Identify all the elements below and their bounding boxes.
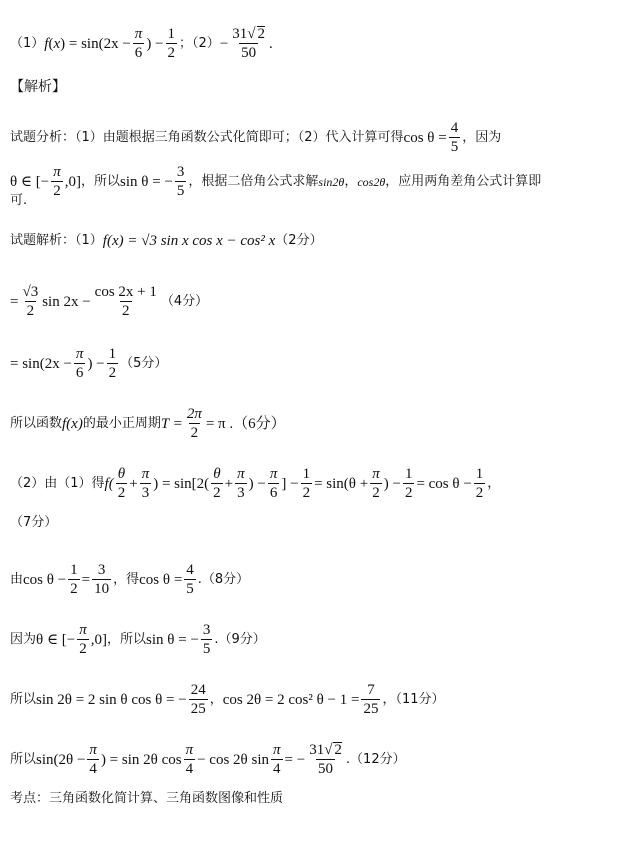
fraction: $\frac{31√ 2}{50}$ — [232, 26, 266, 61]
fraction: $\frac{\pi}{3}$ — [141, 466, 150, 501]
fraction: $\frac{4}{5}$ — [450, 120, 459, 155]
solution-line-2: = $\frac{√3}{2}$ sin 2x − $\frac{\cos 2x + 1}{2}$ （4分） — [10, 284, 209, 319]
solution-line-3: = sin(2x − $\frac{\pi}{6}$ ) − $\frac{1}{2}$ （5分） — [10, 346, 168, 381]
fraction: $\frac{4}{5}$ — [186, 562, 194, 597]
func-f: f — [44, 35, 49, 52]
fraction: $\frac{1}{2}$ — [108, 346, 117, 381]
solution-line-10: 所以 sin(2θ − $\frac{\pi}{4}$ ) = sin 2θ cos $\frac{\pi}{4}$ − cos 2θ sin $\frac{\pi}{4}$ = − $\frac{31√ 2}{50}$ .（12分） — [10, 742, 406, 777]
fraction: $\frac{2\pi}{2}$ — [186, 406, 202, 441]
comma: ， — [344, 173, 358, 189]
score: （5分） — [120, 355, 168, 371]
fraction: $\frac{24}{25}$ — [190, 682, 206, 717]
fraction: $\frac{\pi}{2}$ — [79, 622, 87, 657]
analysis-heading: 【解析】 — [10, 79, 66, 95]
fraction: $\frac{√3}{2}$ — [22, 284, 39, 319]
fraction: $\frac{1}{2}$ — [404, 466, 413, 501]
minus: − — [219, 35, 229, 52]
analysis-line-2 — [10, 164, 541, 199]
paren-x: (x) — [48, 35, 66, 52]
analysis-text: 试题分析：（1）由题根据三角函数公式化简即可；（2）代入计算可得 — [10, 129, 404, 145]
math-expr: sin2θ — [318, 174, 345, 189]
fraction: $\frac{\pi}{6}$ — [75, 346, 84, 381]
solution-label: 试题解析：（1） — [10, 233, 103, 248]
fraction: $\frac{31√ 2}{50}$ — [309, 742, 342, 777]
fraction: $\frac{\pi}{4}$ — [185, 742, 194, 777]
math-expr: θ ∈ [− — [10, 173, 50, 190]
fraction: $\frac{\cos 2x + 1}{2}$ — [94, 284, 157, 319]
analysis-line-1 — [10, 120, 501, 155]
analysis-text: ，因为 — [462, 129, 502, 145]
analysis-line-3: 可. — [10, 193, 28, 208]
fraction: $\frac{1}{2}$ — [70, 562, 78, 597]
fraction: $\frac{\theta}{2}$ — [117, 466, 126, 501]
separator: ；（2） — [179, 35, 220, 51]
score: （4分） — [160, 293, 209, 309]
fraction: $\frac{1}{2}$ — [167, 26, 176, 61]
fraction: $\frac{3}{5}$ — [202, 622, 211, 657]
fraction: $\frac{\pi}{6}$ — [134, 26, 143, 61]
kaodian-line: 考点：三角函数化简计算、三角函数图像和性质 — [10, 791, 284, 806]
math-expr: ,0] — [64, 173, 82, 190]
fraction: $\frac{\pi}{2}$ — [372, 466, 380, 501]
analysis-text: ，根据二倍角公式求解 — [188, 173, 319, 189]
math-expr: cos2θ — [357, 174, 386, 189]
math-expr: sin θ = − — [120, 173, 173, 190]
fraction: $\frac{1}{2}$ — [302, 466, 311, 501]
analysis-text: ，应用两角差角公式计算即 — [385, 173, 542, 189]
solution-line-5: （2）由（1）得 f( $\frac{\theta}{2}$ + $\frac{\pi}{3}$ ) = sin[2( $\frac{\theta}{2}$ + $\frac{\pi}{3}$ ) − $\frac{\pi}{6}$ ] − $\frac{1}{2}$ = sin(θ + $\frac{\pi}{2}$ ) − $\frac{1}{2}$ = cos θ − $\frac{1}{2}$ ， — [10, 466, 501, 501]
analysis-text: ，所以 — [81, 173, 121, 189]
fraction: $\frac{\pi}{3}$ — [237, 466, 245, 501]
eq-text: = sin(2x − — [68, 35, 131, 52]
fraction: $\frac{\pi}{2}$ — [53, 164, 61, 199]
solution-line-8: 因为 θ ∈ [− $\frac{\pi}{2}$ ,0] ，所以 sin θ = − $\frac{3}{5}$ .（9分） — [10, 622, 266, 657]
solution-line-9: 所以 sin 2θ = 2 sin θ cos θ = − $\frac{24}{25}$ ， cos 2θ = 2 cos² θ − 1 = $\frac{7}{25}$ ，（11分） — [10, 682, 445, 717]
solution-line-7: 由 cos θ − $\frac{1}{2}$ = $\frac{3}{10}$ ，得 cos θ = $\frac{4}{5}$ .（8分） — [10, 562, 250, 597]
score: （2分） — [275, 233, 323, 248]
fraction: $\frac{\pi}{4}$ — [89, 742, 97, 777]
solution-line-4: 所以函数 f(x) 的最小正周期 T = $\frac{2\pi}{2}$ = π .（6分） — [10, 406, 286, 441]
period: . — [269, 35, 273, 52]
math-expr: f(x) = √3 sin x cos x − cos² x — [102, 233, 276, 249]
fraction: $\frac{3}{10}$ — [94, 562, 110, 597]
fraction: $\frac{1}{2}$ — [475, 466, 484, 501]
solution-line-6: （7分） — [10, 515, 58, 530]
fraction: $\frac{\pi}{4}$ — [273, 742, 281, 777]
math-expr: cos θ = — [403, 129, 447, 146]
fraction: $\frac{\pi}{6}$ — [269, 466, 278, 501]
fraction: $\frac{\theta}{2}$ — [213, 466, 221, 501]
paren-close: ) − — [146, 35, 164, 52]
solution-line-1 — [10, 232, 323, 250]
fraction: $\frac{3}{5}$ — [176, 164, 185, 199]
part-label: （1） — [10, 35, 45, 51]
fraction: $\frac{7}{25}$ — [363, 682, 379, 717]
answer-line — [10, 26, 273, 61]
